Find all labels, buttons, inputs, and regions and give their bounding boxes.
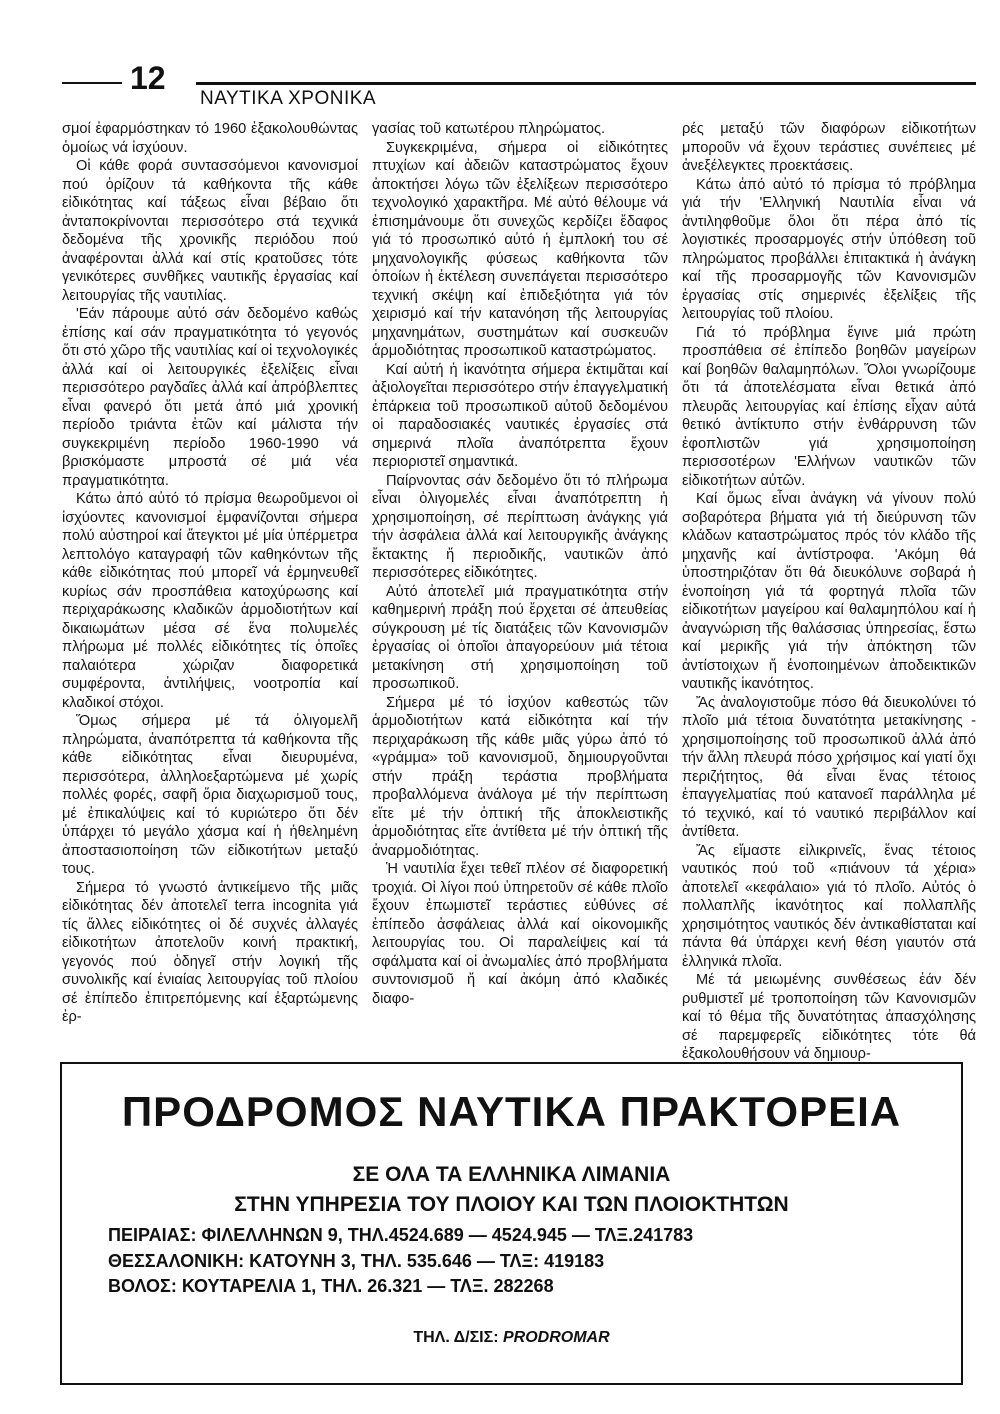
ad-subtitle: ΣΤΗΝ ΥΠΗΡΕΣΙΑ ΤΟΥ ΠΛΟΙΟΥ ΚΑΙ ΤΩΝ ΠΛΟΙΟΚΤΗΤΩΝ xyxy=(234,1193,789,1216)
paragraph: Ὅμως σήμερα μέ τά ὀλιγομελῆ πληρώματα, ἀναπότρεπτα τά καθήκοντα τῆς κάθε εἰδικότητας εἶναι διευρυμένα, περισσότερα, ἀλληλοεξαρτώμενα μέ χωρίς πολλές φορές, σαφῆ ὅρια διαχωρισμοῦ τους, μέ ἐπικαλύψεις καί τό κυριώτερο ὅτι δέν ὑπάρχει τό μεγάλο χάσμα καί ἡ ἠθελημένη ἀποστασιοποίηση τῶν εἰδικοτήτων μεταξύ τους. xyxy=(62,713,358,877)
ad-title: ΠΡΟΔΡΟΜΟΣ ΝΑΥΤΙΚΑ ΠΡΑΚΤΟΡΕΙΑ xyxy=(121,1088,902,1135)
paragraph: Ἄς ἀναλογιστοῦμε πόσο θά διευκολύνει τό πλοῖο μιά τέτοια δυνατότητα μετακίνησης - χρησιμοποίησης τοῦ προσωπικοῦ ἀλλά ἀπό τήν ἄλλη πλευρά πόσο χρήσιμος καί γιατί ὄχι περιζήτητος, θά εἶναι ἕνας τέτοιος ἐπαγγελματίας πού κατανοεῖ παράλληλα μέ τό τεχνικό, καί τό ναυτικό περιβάλλον καί ἀντίθετα. xyxy=(682,694,976,840)
header-rule-right xyxy=(196,82,976,85)
ad-office-piraeus: ΠΕΙΡΑΙΑΣ: ΦΙΛΕΛΛΗΝΩΝ 9, ΤΗΛ.4524.689 — 4524.945 — ΤΛΞ.241783 xyxy=(108,1225,694,1245)
advertisement-box xyxy=(60,1062,963,1385)
paragraph: Σήμερα τό γνωστό ἀντικείμενο τῆς μιᾶς εἰδικότητας δέν ἀποτελεῖ terra incognita γιά τίς ἄλλες εἰδικότητες οἱ δέ συχνές ἀλλαγές εἰδικοτήτων ἀποτελοῦν κοινή πρακτική, γεγονός πού ὁδηγεῖ στήν λογική τῆς συνολικῆς καί ἑνιαίας λειτουργίας τοῦ πλοίου σέ ἐπίπεδο ἐπιτρεπόμενης καί ἐξαρτώμενης ἐρ- xyxy=(62,879,358,1025)
publication-name: ΝΑΥΤΙΚΑ ΧΡΟΝΙΚΑ xyxy=(200,88,377,109)
article-column-3 xyxy=(682,120,976,1062)
page-number: 12 xyxy=(130,60,166,96)
paragraph: Παίρνοντας σάν δεδομένο ὅτι τό πλήρωμα εἶναι ὀλιγομελές εἶναι ἀναπότρεπτη ἡ χρησιμοποίηση, σέ περίπτωση ἀνάγκης γιά τήν ἀσφάλεια ἀλλά καί λειτουργικῆς ἀνάγκης ἔκτακτης ἤ περιοδικῆς, ναυτικῶν ἀπό περισσότερες εἰδικότητες. xyxy=(372,472,668,581)
header-rule-left xyxy=(62,82,122,84)
paragraph: Κάτω ἀπό αὐτό τό πρίσμα τό πρόβλημα γιά τήν 'Ελληνική Ναυτιλία εἶναι νά ἀντιληφθοῦμε ὅλοι ὅτι πέρα ἀπό τίς λογιστικές προσαρμογές στήν ὑπόθεση τοῦ πληρώματος προβάλλει ἐπιτακτικά ἡ ἀνάγκη καί τῆς προσαρμογῆς τῶν Κανονισμῶν ἐργασίας στίς σημερινές ἐξελίξεις τῆς λειτουργίας τοῦ πλοίου. xyxy=(682,176,976,322)
paragraph: Καί αὐτή ἡ ἱκανότητα σήμερα ἐκτιμᾶται καί ἀξιολογεῖται περισσότερο στήν ἐπαγγελματική ἐπάρκεια τοῦ προσωπικοῦ αὐτοῦ δεδομένου οἱ παραδοσιακές ναυτικές ἐργασίες στά σημερινά πλοῖα ἀναπότρεπτα ἔχουν περιοριστεῖ σημαντικά. xyxy=(372,361,668,470)
ad-cable-address xyxy=(62,1328,961,1348)
paragraph: 'Εάν πάρουμε αὐτό σάν δεδομένο καθώς ἐπίσης καί σάν πραγματικότητα τό γεγονός ὅτι στό χῶρο τῆς ναυτιλίας καί οἱ τεχνολογικές ἀλλά καί οἱ λειτουργικές ἐξελίξεις εἶναι περισσότερο ραγδαῖες ἀλλά καί ἀπρόβλεπτες εἶναι φανερό ὅτι μετά ἀπό μιά χρονική περίοδο τριάντα ἐτῶν καί μάλιστα τήν συγκεκριμένη περίοδο 1960-1990 νά βρισκόμαστε μπροστά σέ μιά νέα πραγματικότητα. xyxy=(62,306,358,489)
paragraph: Γιά τό πρόβλημα ἔγινε μιά πρώτη προσπάθεια σέ ἐπίπεδο βοηθῶν μαγείρων καί βοηθῶν θαλαμηπόλων. Ὅλοι γνωρίζουμε ὅτι τά ἀποτελέσματα εἶναι θετικά ἀπό πλευρᾶς λειτουργίας καί ἐπίσης εἶχαν αὐτά θετικό ἀντίκτυπο στήν ἐνθάρρυνση τῶν ἐφοπλιστῶν γιά χρησιμοποίηση περισσοτέρων 'Ελλήνων ναυτικῶν τῶν εἰδικοτήτων αὐτῶν. xyxy=(682,324,976,489)
paragraph: Συγκεκριμένα, σήμερα οἱ εἰδικότητες πτυχίων καί ἀδειῶν καταστρώματος ἔχουν ἀποκτήσει λόγω τῶν ἐξελίξεων περισσότερο τεχνολογικό χαρακτῆρα. Μέ αὐτό θέλουμε νά ἐπισημάνουμε ὅτι συνεχῶς κερδίζει ἔδαφος γιά τό προσωπικό αὐτό ἡ ἐμπλοκή του σέ μηχανολογικῆς φύσεως καθήκοντα τῶν ὁποίων ἡ ἐκτέλεση συνεπάγεται περισσότερο τεχνική σκέψη καί ἐπιδεξιότητα γιά τόν χειρισμό καί τήν κατανόηση τῆς λειτουργίας μηχανημάτων, συστημάτων καί συσκευῶν ἁρμοδιότητας προσωπικοῦ καταστρώματος. xyxy=(372,139,668,359)
paragraph: Ἄς εἴμαστε εἰλικρινεῖς, ἕνας τέτοιος ναυτικός πού τοῦ «πιάνουν τά χέρια» ἀποτελεῖ «κεφάλαιο» γιά τό πλοῖο. Αὐτός ὁ πολλαπλῆς ἱκανότητος καί πολλαπλῆς χρησιμότητος ναυτικός δέν ἀντικαθίσταται καί πάντα θά ὑπάρχει κενή θέση γιαυτόν στά ἑλληνικά πλοῖα. xyxy=(682,842,976,970)
ad-office-thessaloniki: ΘΕΣΣΑΛΟΝΙΚΗ: ΚΑΤΟΥΝΗ 3, ΤΗΛ. 535.646 — ΤΛΞ: 419183 xyxy=(108,1251,605,1271)
paragraph: Κάτω ἀπό αὐτό τό πρίσμα θεωροῦμενοι οἱ ἰσχύοντες κανονισμοί ἐμφανίζονται σήμερα πολύ αὐστηροί καί ἄτεγκτοι μέ μία ὑπέρμετρα λεπτολόγο καταγραφή τῶν καθηκόντων τῆς κάθε εἰδικότητας πού μπορεῖ νά ἑρμηνευθεῖ κυρίως σάν προσπάθεια κατοχύρωσης καί περιχαράκωσης κλαδικῶν ἁρμοδιοτήτων καί δικαιωμάτων μέσα σέ ἕνα πολυμελές πλήρωμα μέ πολλές εἰδικότητες τίς ὁποῖες παλαιότερα χώριζαν διαφορετικά συμφέροντα, ἀντιλήψεις, νοοτροπία καί κλαδικοί στόχοι. xyxy=(62,491,358,711)
paragraph: Καί ὅμως εἶναι ἀνάγκη νά γίνουν πολύ σοβαρότερα βήματα γιά τή διεύρυνση τῶν κλάδων καταστρώματος πρός τόν κλάδο τῆς μηχανῆς καί ἀντίστροφα. 'Ακόμη θά ὑποστηριζόταν ὅτι θά διευκόλυνε σοβαρά ἡ ἑνοποίηση γιά τά φορτηγά πλοῖα τῶν εἰδικοτήτων μαγείρου καί θαλαμηπόλου καί ἡ ἀναγνώριση τῆς θαλάσσιας ὑπηρεσίας, ἔστω καί μερικῆς γιά τήν ἀπόκτηση τῶν ἀντίστοιχων ἤ ἑνοποιημένων ἀποδεικτικῶν ναυτικῆς ἱκανότητος. xyxy=(682,491,976,692)
paragraph: σμοί ἐφαρμόστηκαν τό 1960 ἐξακολουθώντας ὁμοίως νά ἰσχύουν. xyxy=(62,121,358,156)
paragraph: Μέ τά μειωμένης συνθέσεως ἐάν δέν ρυθμιστεῖ μέ τροποποίηση τῶν Κανονισμῶν καί τό θέμα τῆς δυνατότητας ἀπασχόλησης σέ παρεμφερεῖς εἰδικότητες τότε θά ἐξακολουθήσουν νά δημιουρ- xyxy=(682,972,976,1062)
paragraph: ρές μεταξύ τῶν διαφόρων εἰδικοτήτων μποροῦν νά ἔχουν τεράστιες συνέπειες μέ ἀνεξέλεγκτες προεκτάσεις. xyxy=(682,121,976,174)
ad-cable-label: ΤΗΛ. Δ/ΣΙΣ: xyxy=(413,1329,499,1346)
ad-cable-value: PRODROMAR xyxy=(503,1329,610,1346)
article-column-1 xyxy=(62,120,358,1050)
ad-office-volos: ΒΟΛΟΣ: ΚΟΥΤΑΡΕΛΙΑ 1, ΤΗΛ. 26.321 — ΤΛΞ. 282268 xyxy=(108,1276,554,1296)
ad-subtitle: ΣΕ ΟΛΑ ΤΑ ΕΛΛΗΝΙΚΑ ΛΙΜΑΝΙΑ xyxy=(352,1163,671,1186)
paragraph: Ἡ ναυτιλία ἔχει τεθεῖ πλέον σέ διαφορετική τροχιά. Οἱ λίγοι πού ὑπηρετοῦν σέ κάθε πλοῖο ἔχουν ἐπωμιστεῖ τεράστιες εὐθύνες σέ ἐπίπεδο ἀσφάλειας ἀλλά καί οἰκονομικῆς λειτουργίας του. Οἱ παραλείψεις καί τά σφάλματα καί οἱ ἀνωμαλίες ἀπό προβλήματα συντονισμοῦ ἤ καί ἀκόμη ἀπό κλαδικές διαφο- xyxy=(372,861,668,1007)
paragraph: Αὐτό ἀποτελεῖ μιά πραγματικότητα στήν καθημερινή πράξη πού ἔρχεται σέ ἀπευθείας σύγκρουση μέ τίς διατάξεις τῶν Κανονισμῶν ἐργασίας οἱ ὁποῖοι ἀπαγορεύουν μιά τέτοια μετακίνηση στή χρησιμοποίηση τοῦ προσωπικοῦ. xyxy=(372,583,668,692)
page-header xyxy=(0,62,1000,112)
paragraph: γασίας τοῦ κατωτέρου πληρώματος. xyxy=(372,121,606,137)
paragraph: Οἱ κάθε φορά συντασσόμενοι κανονισμοί πού ὁρίζουν τά καθήκοντα τῆς κάθε εἰδικότητας καί τάξεως εἶναι βέβαιο ὅτι ἀνταποκρίνονται περισσότερο στά τεχνικά δεδομένα τῆς χρονικῆς περιόδου πού ἀναφέρονται ἀλλά καί στίς κρατοῦσες τότε γενικότερες συνθῆκες ναυτικῆς ἐργασίας καί λειτουργίας τῆς ναυτιλίας. xyxy=(62,158,358,304)
paragraph: Σήμερα μέ τό ἰσχύον καθεστώς τῶν ἁρμοδιοτήτων κατά εἰδικότητα καί τήν περιχαράκωση τῆς κάθε μιᾶς γύρω ἀπό τό «γράμμα» τοῦ κανονισμοῦ, δημιουργοῦνται στήν πράξη τεράστια προβλήματα προβαλλόμενα ἀνάλογα μέ τήν περίπτωση εἴτε μέ τήν ὀπτική τῆς ἀποκλειστικῆς ἁρμοδιότητας εἴτε ἀντίθετα μέ τήν ὀπτική τῆς ἀναρμοδιότητας. xyxy=(372,694,668,859)
article-column-2 xyxy=(372,120,668,1050)
